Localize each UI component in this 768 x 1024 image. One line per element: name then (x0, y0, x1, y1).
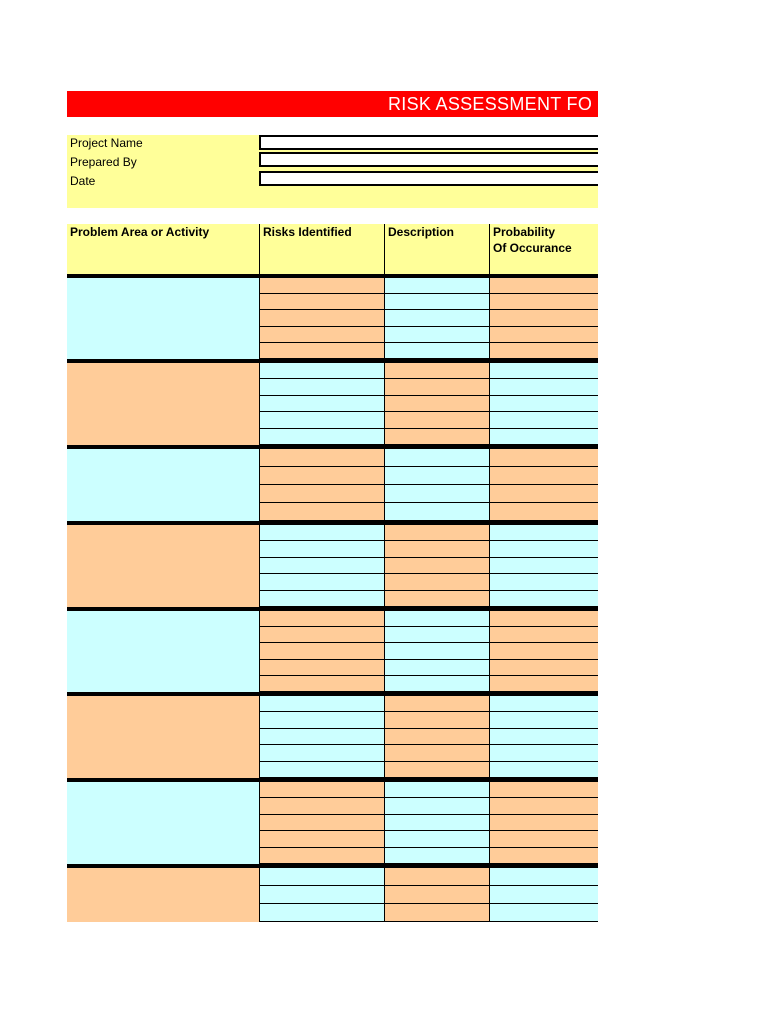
risks-identified-cell[interactable] (260, 591, 384, 607)
description-cell[interactable] (385, 745, 489, 761)
risks-identified-cell[interactable] (260, 762, 384, 778)
problem-area-cell[interactable] (67, 782, 259, 864)
risk-group (67, 778, 598, 864)
description-cell[interactable] (385, 904, 489, 922)
description-cell[interactable] (385, 643, 489, 659)
header-risks-identified: Risks Identified (259, 224, 384, 274)
probability-column (489, 363, 598, 445)
description-cell[interactable] (385, 627, 489, 643)
risks-identified-cell[interactable] (260, 745, 384, 761)
prepared-by-field[interactable] (259, 152, 598, 167)
description-column (384, 449, 489, 521)
risks-identified-cell[interactable] (260, 712, 384, 728)
probability-cell[interactable] (490, 429, 598, 445)
description-cell[interactable] (385, 798, 489, 814)
probability-cell[interactable] (490, 396, 598, 412)
date-field[interactable] (259, 171, 598, 186)
description-cell[interactable] (385, 396, 489, 412)
risks-identified-cell[interactable] (260, 429, 384, 445)
risks-identified-cell[interactable] (260, 782, 384, 798)
prepared-by-label: Prepared By (70, 155, 137, 169)
probability-column (489, 611, 598, 692)
project-info-block (67, 135, 598, 208)
description-cell[interactable] (385, 541, 489, 557)
header-description: Description (384, 224, 489, 274)
description-cell[interactable] (385, 294, 489, 310)
table-header-row (67, 224, 598, 274)
probability-cell[interactable] (490, 379, 598, 395)
risks-identified-column (259, 525, 384, 607)
risks-identified-cell[interactable] (260, 848, 384, 864)
problem-area-cell[interactable] (67, 278, 259, 359)
description-column (384, 611, 489, 692)
risks-identified-cell[interactable] (260, 343, 384, 359)
probability-column (489, 449, 598, 521)
risks-identified-cell[interactable] (260, 868, 384, 886)
probability-cell[interactable] (490, 643, 598, 659)
probability-cell[interactable] (490, 363, 598, 379)
probability-column (489, 525, 598, 607)
probability-cell[interactable] (490, 745, 598, 761)
probability-cell[interactable] (490, 449, 598, 467)
probability-cell[interactable] (490, 485, 598, 503)
description-column (384, 363, 489, 445)
probability-column (489, 782, 598, 864)
risk-group (67, 864, 598, 922)
problem-area-cell[interactable] (67, 868, 259, 922)
description-cell[interactable] (385, 712, 489, 728)
description-column (384, 868, 489, 922)
probability-column (489, 696, 598, 778)
risks-identified-cell[interactable] (260, 660, 384, 676)
description-cell[interactable] (385, 278, 489, 294)
description-cell[interactable] (385, 676, 489, 692)
risks-identified-cell[interactable] (260, 310, 384, 326)
problem-area-cell[interactable] (67, 611, 259, 692)
risks-identified-cell[interactable] (260, 278, 384, 294)
risk-assessment-sheet (67, 91, 598, 922)
risks-identified-cell[interactable] (260, 643, 384, 659)
risks-identified-cell[interactable] (260, 363, 384, 379)
description-cell[interactable] (385, 343, 489, 359)
risk-group (67, 521, 598, 607)
risks-identified-cell[interactable] (260, 449, 384, 467)
risks-identified-cell[interactable] (260, 627, 384, 643)
description-cell[interactable] (385, 503, 489, 521)
risks-identified-cell[interactable] (260, 485, 384, 503)
risks-identified-cell[interactable] (260, 676, 384, 692)
probability-column (489, 868, 598, 922)
probability-cell[interactable] (490, 729, 598, 745)
description-cell[interactable] (385, 591, 489, 607)
project-name-field[interactable] (259, 135, 598, 150)
probability-column (489, 278, 598, 359)
probability-cell[interactable] (490, 541, 598, 557)
probability-cell[interactable] (490, 782, 598, 798)
description-cell[interactable] (385, 363, 489, 379)
description-cell[interactable] (385, 611, 489, 627)
description-cell[interactable] (385, 762, 489, 778)
description-cell[interactable] (385, 848, 489, 864)
probability-cell[interactable] (490, 412, 598, 428)
description-cell[interactable] (385, 379, 489, 395)
description-cell[interactable] (385, 467, 489, 485)
probability-cell[interactable] (490, 343, 598, 359)
probability-cell[interactable] (490, 868, 598, 886)
risks-identified-cell[interactable] (260, 729, 384, 745)
description-cell[interactable] (385, 574, 489, 590)
risks-identified-cell[interactable] (260, 327, 384, 343)
description-cell[interactable] (385, 696, 489, 712)
risk-group (67, 607, 598, 692)
risks-identified-column (259, 363, 384, 445)
description-cell[interactable] (385, 310, 489, 326)
probability-cell[interactable] (490, 904, 598, 922)
description-cell[interactable] (385, 429, 489, 445)
risks-identified-cell[interactable] (260, 467, 384, 485)
risks-identified-cell[interactable] (260, 525, 384, 541)
description-cell[interactable] (385, 782, 489, 798)
header-problem-area: Problem Area or Activity (70, 225, 210, 239)
risks-identified-cell[interactable] (260, 831, 384, 847)
description-cell[interactable] (385, 525, 489, 541)
description-column (384, 525, 489, 607)
probability-cell[interactable] (490, 712, 598, 728)
probability-cell[interactable] (490, 831, 598, 847)
risks-identified-column (259, 278, 384, 359)
probability-cell[interactable] (490, 660, 598, 676)
risks-identified-cell[interactable] (260, 412, 384, 428)
risks-identified-cell[interactable] (260, 798, 384, 814)
probability-cell[interactable] (490, 848, 598, 864)
probability-cell[interactable] (490, 574, 598, 590)
risks-identified-column (259, 696, 384, 778)
description-column (384, 278, 489, 359)
probability-cell[interactable] (490, 525, 598, 541)
date-label: Date (70, 174, 96, 188)
description-cell[interactable] (385, 660, 489, 676)
probability-cell[interactable] (490, 278, 598, 294)
risks-identified-cell[interactable] (260, 294, 384, 310)
page-title: RISK ASSESSMENT FO (388, 94, 593, 114)
risk-group (67, 274, 598, 359)
description-column (384, 696, 489, 778)
probability-cell[interactable] (490, 696, 598, 712)
probability-cell[interactable] (490, 467, 598, 485)
probability-cell[interactable] (490, 676, 598, 692)
risks-identified-cell[interactable] (260, 558, 384, 574)
description-column (384, 782, 489, 864)
risks-identified-column (259, 782, 384, 864)
project-name-label: Project Name (70, 136, 143, 150)
description-cell[interactable] (385, 327, 489, 343)
description-cell[interactable] (385, 868, 489, 886)
description-cell[interactable] (385, 449, 489, 467)
risk-group (67, 692, 598, 778)
risks-identified-cell[interactable] (260, 396, 384, 412)
description-cell[interactable] (385, 412, 489, 428)
risks-identified-cell[interactable] (260, 886, 384, 904)
risks-identified-cell[interactable] (260, 815, 384, 831)
risks-identified-cell[interactable] (260, 611, 384, 627)
probability-cell[interactable] (490, 886, 598, 904)
probability-cell[interactable] (490, 310, 598, 326)
probability-cell[interactable] (490, 762, 598, 778)
risks-identified-cell[interactable] (260, 541, 384, 557)
risks-identified-cell[interactable] (260, 904, 384, 922)
risks-identified-cell[interactable] (260, 379, 384, 395)
description-cell[interactable] (385, 886, 489, 904)
probability-cell[interactable] (490, 815, 598, 831)
description-cell[interactable] (385, 558, 489, 574)
probability-cell[interactable] (490, 798, 598, 814)
risks-identified-column (259, 868, 384, 922)
description-cell[interactable] (385, 729, 489, 745)
probability-cell[interactable] (490, 591, 598, 607)
risk-group (67, 359, 598, 445)
problem-area-cell[interactable] (67, 363, 259, 445)
probability-cell[interactable] (490, 611, 598, 627)
problem-area-cell[interactable] (67, 696, 259, 778)
description-cell[interactable] (385, 831, 489, 847)
risks-identified-cell[interactable] (260, 696, 384, 712)
probability-cell[interactable] (490, 327, 598, 343)
risks-identified-cell[interactable] (260, 503, 384, 521)
probability-cell[interactable] (490, 294, 598, 310)
header-probability: Probability Of Occurance (489, 224, 598, 274)
problem-area-cell[interactable] (67, 525, 259, 607)
risks-identified-cell[interactable] (260, 574, 384, 590)
title-bar (67, 91, 598, 117)
problem-area-cell[interactable] (67, 449, 259, 521)
probability-cell[interactable] (490, 627, 598, 643)
description-cell[interactable] (385, 485, 489, 503)
description-cell[interactable] (385, 815, 489, 831)
risks-identified-column (259, 449, 384, 521)
risk-group (67, 445, 598, 521)
probability-cell[interactable] (490, 503, 598, 521)
probability-cell[interactable] (490, 558, 598, 574)
risks-identified-column (259, 611, 384, 692)
